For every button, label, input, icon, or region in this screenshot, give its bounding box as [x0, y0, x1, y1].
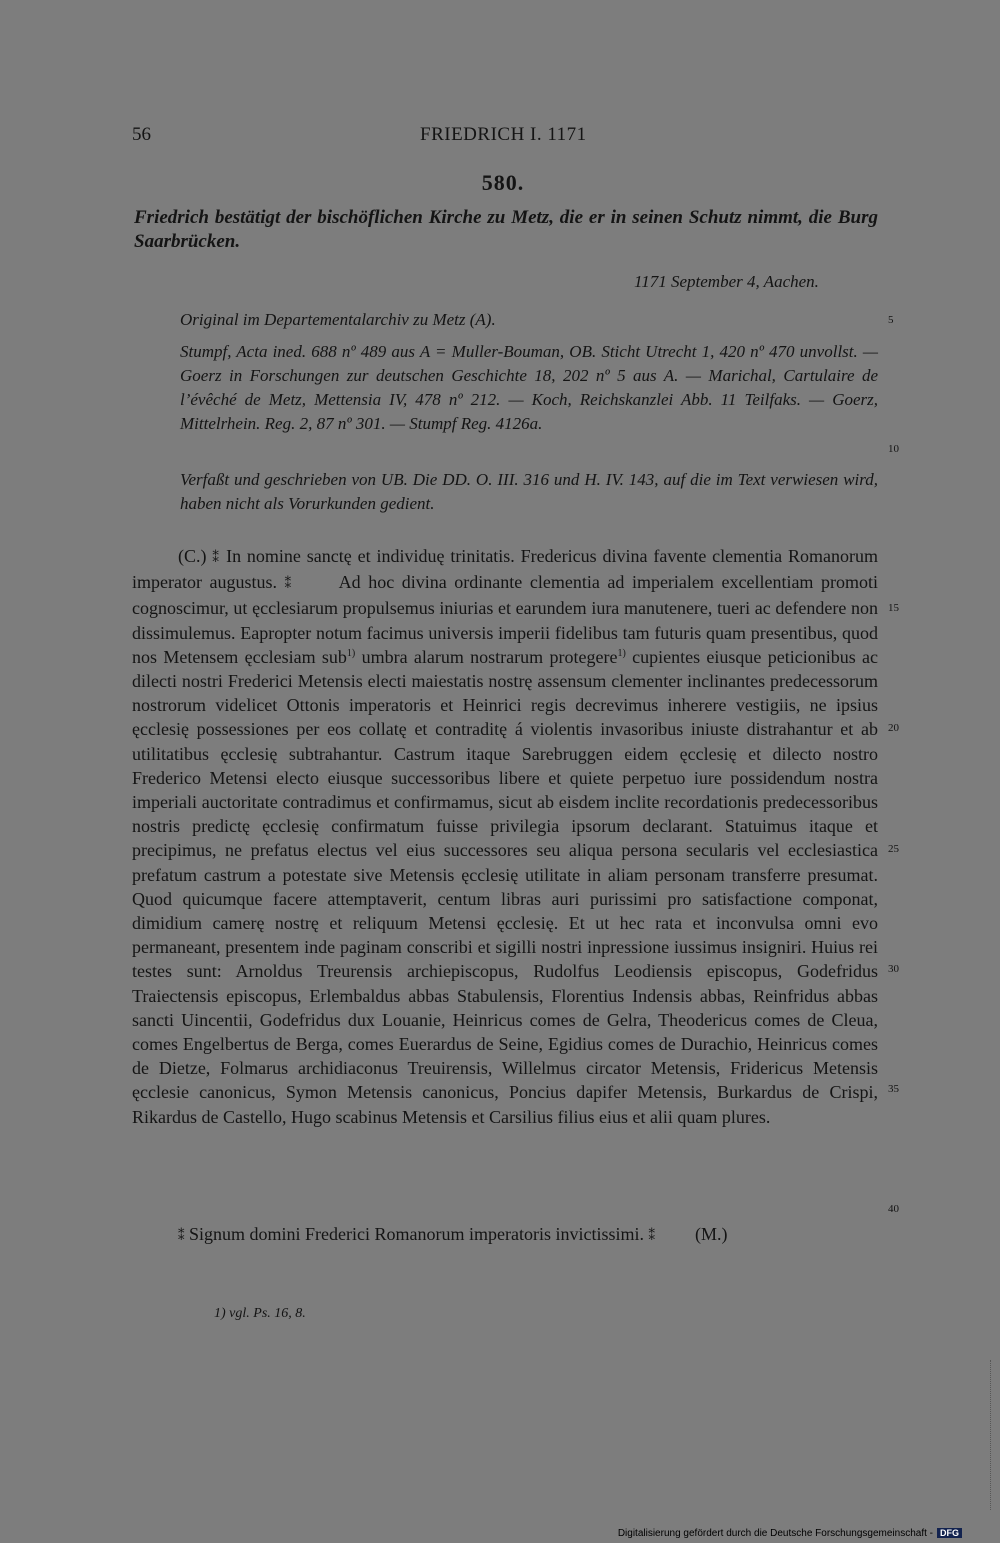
arenga: Ad hoc divina ordinante clementia ad imperialem excellentiam promoti cognoscimur, ut ęcclesiarum propulsemus iniurias et earundem iura manutenere, tueri ac defendere non dissimulemus. Eapropter notum facimus universis imperii fidelibus tam futuris quam presentibus, quod nos Metensem ęcclesiam sub: [132, 572, 878, 667]
line-number: 20: [888, 722, 899, 734]
document-text: [132, 544, 878, 1129]
text-segment: cupientes eiusque peticionibus ac dilecti nostri Frederici Metensis electi maiestatis nostrę assensum clementer inclinantes predecessorum nostrorum videlicet Ottonis imperatoris et Heinrici regis decrevimus inherere vestigiis, ne ipsius ęcclesię possessiones per eos collatę et contraditę á violentis invasoribus iniuste distrahantur et ab utilitatibus ęcclesię subtrahantur. Castrum itaque Sarebruggen eidem ęcclesię et dilecto nostro Frederico Metensi electo eiusque successoribus libere et quiete perpetuo iure possidendum nostra imperiali auctoritate contradimus et confirmamus, sicut ab eisdem inclite recordationis predecessoribus nostris predictę ęcclesię confirmatum fuisse privilegia ipsorum declarant. Statuimus itaque et precipimus, ne prefatus electus vel eius successores seu aliqua persona secularis vel ecclesiastica prefatum castrum a potestate sive Metensis ęcclesię utilitate in aliam personam transferre presumat. Quod quicumque facere attemptaverit, centum libras auri purissimi pro satisfactione componat, dimidium camerę nostrę et reliquum Metensi ęcclesię. Et ut hec rata et inconvulsa omni evo permaneant, presentem inde paginam conscribi et sigilli nostri inpressione iussimus insigniri. Huius rei testes sunt: Arnoldus Treurensis archiepiscopus, Rudolfus Leodiensis episcopus, Godefridus Traiectensis episcopus, Erlembaldus abbas Stabulensis, Florentius Indensis abbas, Reinfridus abbas sancti Uincentii, Godefridus dux Louanie, Heinricus comes de Gelra, Theodericus comes de Cleua, comes Engelbertus de Berga, comes Euerardus de Seine, Egidius comes de Durachio, Heinricus comes de Dietze, Folmarus archidiaconus Treuirensis, Willelmus circator Metensis, Fridericus Metensis ęcclesie canonicus, Symon Metensis canonicus, Poncius dapifer Metensis, Burkardus de Crispi, Rikardus de Castello, Hugo scabinus Metensis et Carsilius filius eius et alii quam plures.: [132, 646, 878, 1127]
page-number: 56: [132, 124, 151, 145]
line-number: 40: [888, 1203, 899, 1215]
line-number: 10: [888, 443, 899, 455]
dating-line: 1171 September 4, Aachen.: [634, 272, 819, 291]
dfg-logo-icon: DFG: [937, 1528, 962, 1538]
line-number: 30: [888, 963, 899, 975]
footnote-reference: 1): [617, 647, 626, 659]
document-paragraph: [132, 544, 878, 1129]
chrismon-icon: ⁑: [178, 1228, 185, 1243]
running-head: FRIEDRICH I. 1171: [420, 124, 587, 145]
chrismon-icon: ⁑: [284, 576, 295, 592]
signum-line: [178, 1224, 727, 1245]
line-number: 35: [888, 1083, 899, 1095]
line-number: 15: [888, 602, 899, 614]
footnote: 1) vgl. Ps. 16, 8.: [214, 1306, 306, 1321]
regest: Friedrich bestätigt der bischöflichen Kirche zu Metz, die er in seinen Schutz nimmt, die Burg Saarbrücken.: [134, 207, 878, 252]
chrismon-icon: ⁑: [648, 1228, 655, 1243]
digitization-footer: [618, 1528, 962, 1539]
line-number: 25: [888, 843, 899, 855]
document-number: 580.: [481, 170, 525, 195]
footer-text: Digitalisierung gefördert durch die Deutsche Forschungsgemeinschaft -: [617, 1528, 933, 1539]
chrismon-icon: ⁑: [212, 550, 221, 565]
line-number: 5: [888, 314, 894, 326]
invocatio: In nomine sanctę et individuę trinitatis. Fredericus divina favente clementia Romanorum imperator augustus.: [132, 546, 878, 593]
signum-text: Signum domini Frederici Romanorum imperatoris invictissimi.: [189, 1224, 644, 1244]
monogram-mark: (M.): [694, 1224, 728, 1244]
text-segment: umbra alarum nostrarum protegere: [361, 646, 618, 667]
note-prints: Stumpf, Acta ined. 688 nº 489 aus A = Muller-Bouman, OB. Sticht Utrecht 1, 420 nº 470 unvollst. — Goerz in Forschungen zur deutschen Geschichte 18, 202 nº 5 aus A. — Marichal, Cartulaire de l’évêché de Metz, Mettensia IV, 478 nº 212. — Koch, Reichskanzlei Abb. 11 Teilfaks. — Goerz, Mittelrhein. Reg. 2, 87 nº 301. — Stumpf Reg. 4126a.: [180, 342, 878, 433]
footnote-reference: 1): [346, 647, 356, 659]
note-author: Verfaßt und geschrieben von UB. Die DD. O. III. 316 und H. IV. 143, auf die im Text verwiesen wird, haben nicht als Vorurkunden gedient.: [180, 470, 878, 513]
note-original: Original im Departementalarchiv zu Metz (A).: [180, 310, 496, 329]
chrismon-mark: (C.): [178, 546, 207, 566]
scan-edge: [990, 1360, 999, 1510]
